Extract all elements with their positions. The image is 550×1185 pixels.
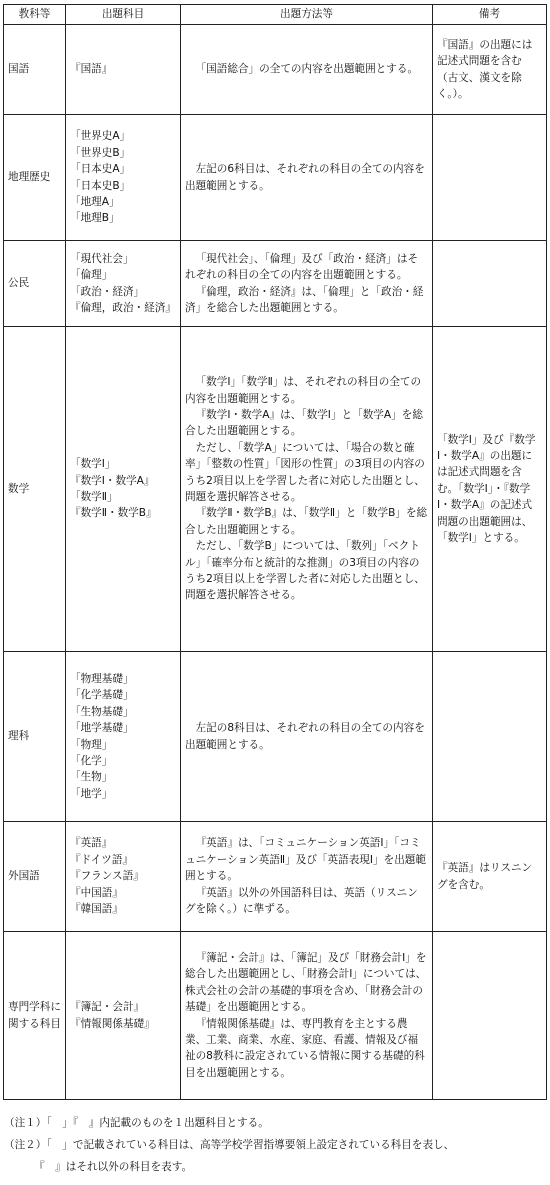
row-method [181,241,433,327]
table-row [4,327,547,652]
table-row [4,652,547,822]
subject-item: 『簿記・会計』 [70,1001,145,1014]
row-subjects [66,115,181,241]
subject-item: 「地学基礎」 [70,722,134,735]
table-row [4,241,547,327]
row-method [181,822,433,932]
method-paragraph: 『数学Ⅰ・数学A』は、「数学Ⅰ」と「数学A」を総合した出題範囲とする。 [185,408,423,438]
row-subjects [66,327,181,652]
footnotes [4,1112,546,1178]
subject-item: 「地理B」 [70,212,120,225]
method-paragraph: 『情報関係基礎』は、専門教育を主とする農業、工業、商業、水産、家庭、看護、情報及び福祉の8教科に設定されている情報に関する基礎的科目を出題範囲とする。 [185,1017,425,1079]
method-paragraph: 『倫理，政治・経済』は、「倫理」と「政治・経済」を総合した出題範囲とする。 [185,285,424,314]
table-row [4,822,547,932]
row-method [181,932,433,1100]
row-category: 公民 [4,241,66,327]
method-paragraph: 「数学Ⅰ」「数学Ⅱ」は、それぞれの科目の全ての内容を出題範囲とする。 [185,376,422,405]
row-category: 数学 [4,327,66,652]
method-paragraph: 「国語総合」の全ての内容を出題範囲とする。 [195,63,419,76]
method-paragraph: 左記の8科目は、それぞれの科目の全ての内容を出題範囲とする。 [185,722,425,751]
footnote-2: （注２）「 」で記載されている科目は、高等学校学習指導要領上設定されている科目を表し、 [4,1139,455,1151]
table-row [4,932,547,1100]
row-note [433,241,547,327]
subject-item: 『ドイツ語』 [70,853,134,866]
row-category: 理科 [4,652,66,822]
subject-item: 「世界史A」 [70,130,131,143]
method-paragraph: 左記の6科目は、それぞれの科目の全ての内容を出題範囲とする。 [185,163,425,192]
subject-item: 『韓国語』 [70,903,123,916]
subject-item: 「化学基礎」 [70,689,134,702]
row-note [433,932,547,1100]
subject-item: 『倫理，政治・経済』 [70,301,176,314]
table-row [4,25,547,115]
footnote-2-continued: 『 』はそれ以外の科目を表す。 [34,1161,193,1173]
subject-item: 「生物基礎」 [70,705,134,718]
row-subjects [66,652,181,822]
subject-item: 「地理A」 [70,195,120,208]
method-paragraph: 「現代社会」、「倫理」及び「政治・経済」はそれぞれの科目の全ての内容を出題範囲とする。 [185,252,419,282]
row-method [181,652,433,822]
subject-item: 『フランス語』 [70,870,144,883]
subject-item: 『数学Ⅰ・数学A』 [70,474,155,487]
method-paragraph: 『数学Ⅱ・数学B』は、「数学Ⅱ」と「数学B」を総合した出題範囲とする。 [185,507,428,536]
table-header-row [4,5,547,25]
subject-item: 「生物」 [70,771,113,784]
row-note: 『国語』の出題には記述式問題を含む（古文、漢文を除く。）。 [433,25,547,115]
subject-item: 「数学Ⅱ」 [70,491,118,503]
subject-item: 「倫理」 [70,269,113,282]
row-category: 専門学科に関する科目 [4,932,66,1100]
header-method: 出題方法等 [181,5,433,25]
row-note: 「数学Ⅰ」及び『数学Ⅰ・数学A』の出題には記述式問題を含む。「数学Ⅰ」・『数学Ⅰ・数学A』の記述式問題の出題範囲は、「数学Ⅰ」とする。 [433,327,547,652]
row-subjects [66,932,181,1100]
row-subjects [66,25,181,115]
subject-item: 『数学Ⅱ・数学B』 [70,507,157,520]
exam-subjects-table [3,4,547,1100]
header-category: 教科等 [4,5,66,25]
row-category: 外国語 [4,822,66,932]
row-subjects [66,822,181,932]
method-paragraph: ただし、「数学A」については、「場合の数と確率」「整数の性質」「図形の性質」の3項目の内容のうち2項目以上を学習した者に対応した出題とし、問題を選択解答させる。 [185,441,425,503]
subject-item: 「地学」 [70,787,113,800]
subject-item: 『英語』 [70,837,113,850]
row-category: 国語 [4,25,66,115]
subject-item: 『中国語』 [70,886,123,899]
row-note: 『英語』はリスニングを含む。 [433,822,547,932]
subject-item: 「物理基礎」 [70,672,134,685]
row-method [181,25,433,115]
header-note: 備考 [433,5,547,25]
row-category: 地理歴史 [4,115,66,241]
row-note [433,115,547,241]
subject-item: 「世界史B」 [70,146,131,159]
subject-item: 『国語』 [70,63,113,76]
row-method [181,327,433,652]
subject-item: 「政治・経済」 [70,285,145,298]
row-note [433,652,547,822]
subject-item: 「日本史B」 [70,179,131,192]
subject-item: 「数学Ⅰ」 [70,458,116,471]
footnote-1: （注１）「 」『 』内記載のものを１出題科目とする。 [4,1117,269,1129]
header-subjects: 出題科目 [66,5,181,25]
row-method [181,115,433,241]
method-paragraph: 『簿記・会計』は、「簿記」及び「財務会計Ⅰ」を総合した出題範囲とし、「財務会計Ⅰ」については、株式会社の会計の基礎的事項を含め、「財務会計の基礎」を出題範囲とする。 [185,951,427,1014]
subject-item: 「日本史A」 [70,163,131,176]
method-paragraph: 『英語』は、「コミュニケーション英語Ⅰ」「コミュニケーション英語Ⅱ」及び「英語表現Ⅰ」を出題範囲とする。 [185,837,426,883]
subject-item: 「現代社会」 [70,252,134,265]
subject-item: 「物理」 [70,738,113,751]
method-paragraph: ただし、「数学B」については、「数列」「ベクトル」「確率分布と統計的な推測」の3項目の内容のうち2項目以上を学習した者に対応した出題とし、問題を選択解答させる。 [185,540,425,602]
subject-item: 「化学」 [70,754,113,767]
row-subjects [66,241,181,327]
table-row [4,115,547,241]
method-paragraph: 『英語』以外の外国語科目は、英語（リスニングを除く。）に準ずる。 [185,886,418,916]
subject-item: 『情報関係基礎』 [70,1017,155,1030]
